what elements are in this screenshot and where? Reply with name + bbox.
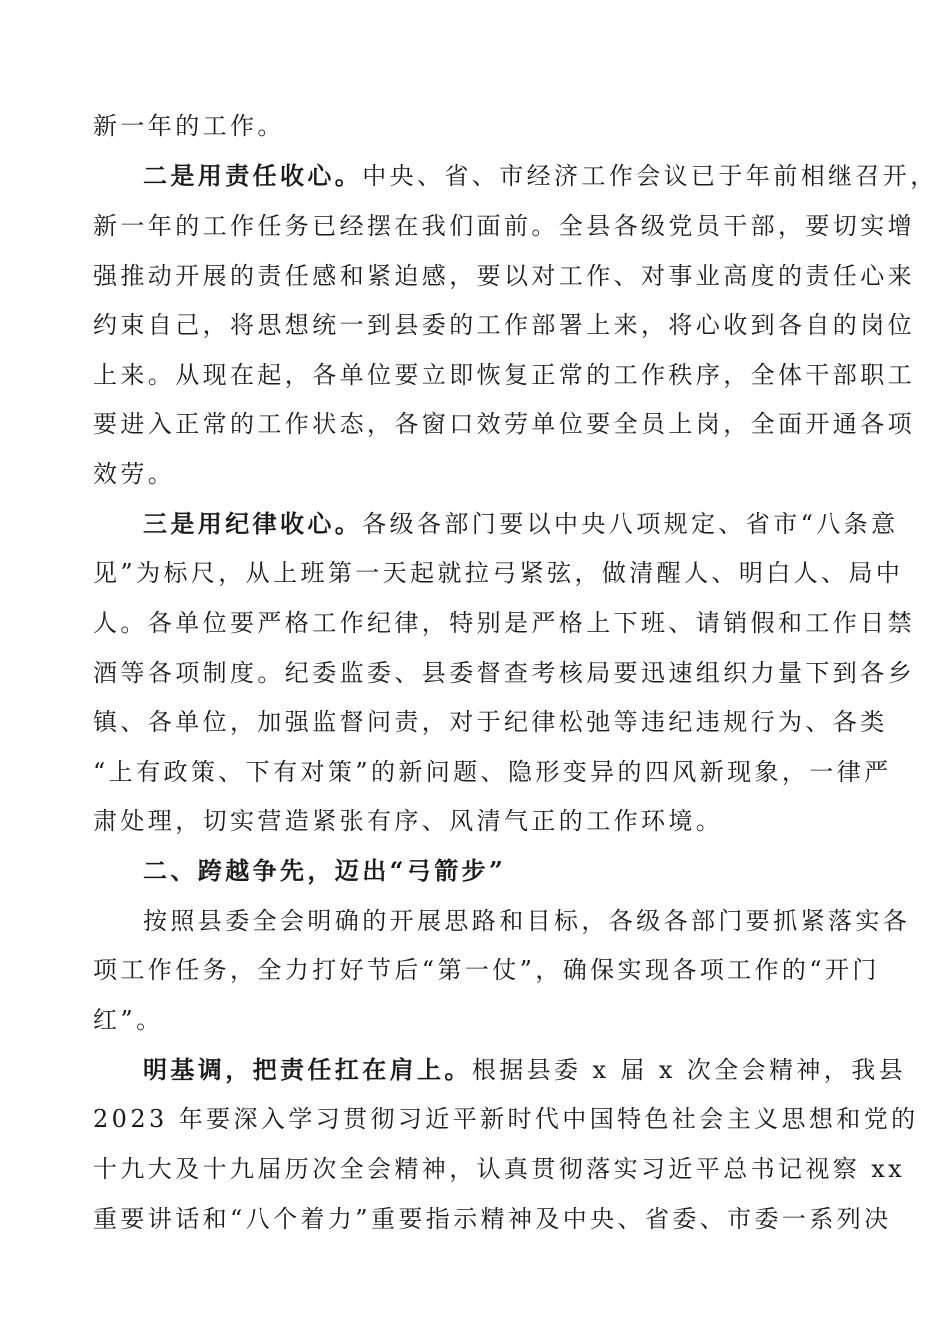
paragraph-text: 中央、省、市经济工作会议已于年前相继召开， [362,162,938,190]
section-heading: 二、跨越争先，迈出“弓箭步” [143,856,507,885]
paragraph-line [143,1055,906,1085]
paragraph-line: 人。各单位要严格工作纪律，特别是严格上下班、请销假和工作日禁 [93,609,915,637]
paragraph-lead: 明基调，把责任扛在肩上。 [143,1055,472,1084]
paragraph-line [143,161,938,191]
paragraph-line: 约束自己，将思想统一到县委的工作部署上来，将心收到各自的岗位 [93,311,915,339]
paragraph-lead: 二是用责任收心。 [143,161,363,190]
paragraph-line: 要进入正常的工作状态，各窗口效劳单位要全员上岗，全面开通各项 [93,410,915,438]
paragraph-line: 重要讲话和“八个着力”重要指示精神及中央、省委、市委一系列决 [93,1205,892,1233]
paragraph-line: 效劳。 [93,460,176,488]
paragraph-text: 各级各部门要以中央八项规定、省市“八条意 [362,510,899,538]
paragraph-line: 十九大及十九届历次全会精神，认真贯彻落实习近平总书记视察 xx [93,1155,906,1183]
paragraph-line: 镇、各单位，加强监督问责，对于纪律松弛等违纪违规行为、各类 [93,708,888,736]
paragraph-line: 新一年的工作。 [93,112,285,140]
paragraph-line: 上来。从现在起，各单位要立即恢复正常的工作秩序，全体干部职工 [93,361,915,389]
paragraph-line: “上有政策、下有对策”的新问题、隐形变异的四风新现象，一律严 [93,758,892,786]
paragraph-lead: 三是用纪律收心。 [143,509,363,538]
paragraph-line: 强推动开展的责任感和紧迫感，要以对工作、对事业高度的责任心来 [93,262,915,290]
paragraph-line: 见”为标尺，从上班第一天起就拉弓紧弦，做清醒人、明白人、局中 [93,559,904,587]
paragraph-line: 项工作任务，全力打好节后“第一仗”，确保实现各项工作的“开门 [93,956,880,984]
paragraph-line: 肃处理，切实营造紧张有序、风清气正的工作环境。 [93,807,724,835]
paragraph-text: 根据县委 x 届 x 次全会精神，我县 [471,1056,906,1084]
paragraph-line: 按照县委全会明确的开展思路和目标，各级各部门要抓紧落实各 [143,907,911,935]
paragraph-line [143,509,898,539]
paragraph-line: 2023 年要深入学习贯彻习近平新时代中国特色社会主义思想和党的 [93,1105,919,1133]
paragraph-line: 酒等各项制度。纪委监委、县委督查考核局要迅速组织力量下到各乡 [93,659,915,687]
paragraph-line: 新一年的工作任务已经摆在我们面前。全县各级党员干部，要切实增 [93,212,915,240]
paragraph-line: 红”。 [93,1006,164,1034]
